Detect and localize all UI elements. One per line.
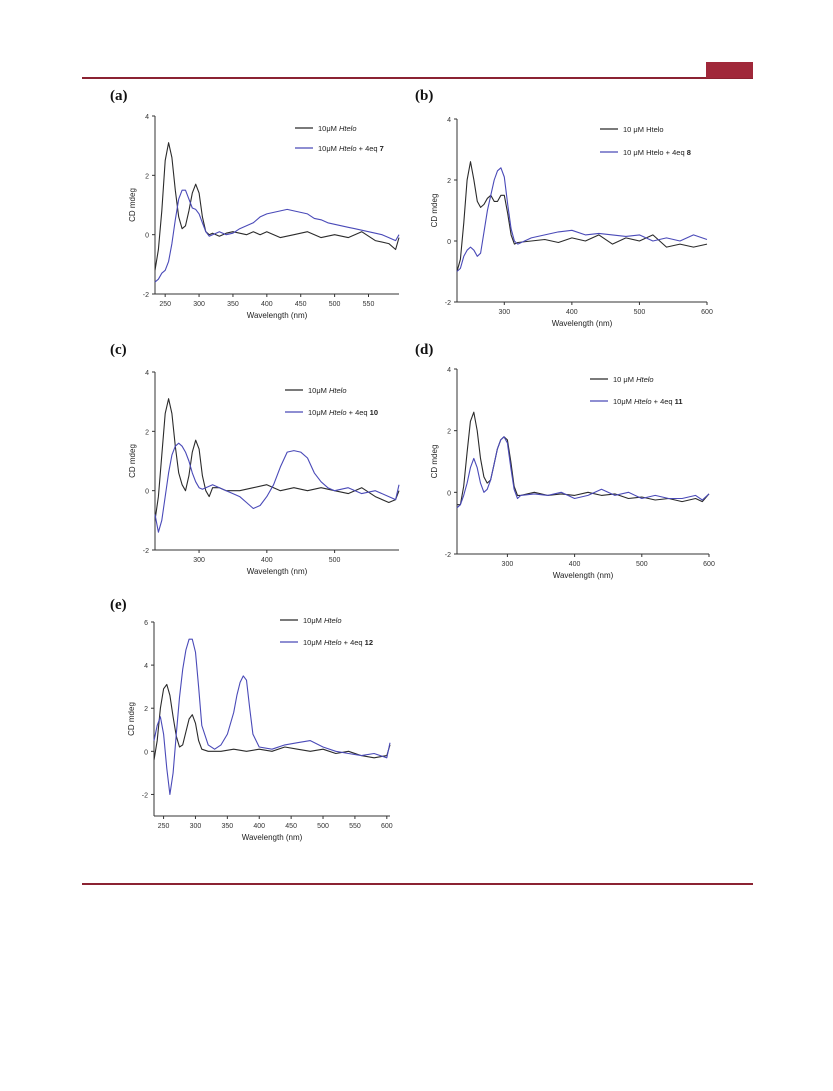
y-axis-label: CD mdeg <box>430 444 439 479</box>
series-line <box>457 168 707 272</box>
y-tick-label: 2 <box>145 173 149 181</box>
series-line <box>154 639 390 794</box>
panel-label: (a) <box>110 88 128 104</box>
panel-label: (e) <box>110 597 127 613</box>
y-tick-label: 2 <box>145 429 149 437</box>
panel-b <box>415 88 725 338</box>
footer-rule <box>82 883 753 885</box>
chart-e <box>110 597 410 842</box>
chart-a <box>110 88 410 328</box>
y-tick-label: 4 <box>447 117 451 124</box>
x-tick-label: 400 <box>566 309 578 316</box>
x-tick-label: 300 <box>193 301 205 308</box>
x-tick-label: 550 <box>362 301 375 308</box>
y-tick-label: -2 <box>444 552 451 559</box>
x-tick-label: 450 <box>294 301 307 308</box>
chart-b <box>415 88 725 338</box>
panel-e <box>110 597 410 842</box>
x-axis-label: Wavelength (nm) <box>552 571 614 580</box>
legend-entry: 10 μM Htelo + 4eq 8 <box>623 148 691 157</box>
panel-label: (d) <box>415 342 434 358</box>
y-tick-label: -2 <box>142 548 149 555</box>
legend-entry: 10 μM Htelo <box>623 125 664 134</box>
x-tick-label: 350 <box>221 823 234 830</box>
x-tick-label: 400 <box>260 557 273 564</box>
y-tick-label: 2 <box>447 428 451 436</box>
y-axis-label: CD mdeg <box>128 188 137 222</box>
y-tick-label: -2 <box>142 292 149 299</box>
panel-c <box>110 342 410 587</box>
y-tick-label: -2 <box>141 792 148 800</box>
legend-entry: 10μM Htelo <box>318 124 357 133</box>
x-tick-label: 350 <box>227 301 239 308</box>
x-tick-label: 500 <box>328 557 341 564</box>
y-tick-label: 4 <box>145 114 149 121</box>
panel-label: (c) <box>110 342 127 358</box>
y-tick-label: 0 <box>145 488 149 496</box>
legend-entry: 10μM Htelo <box>303 616 342 625</box>
x-tick-label: 300 <box>498 309 511 316</box>
header-rule <box>82 77 753 79</box>
legend-entry: 10μM Htelo + 4eq 11 <box>613 397 683 406</box>
y-tick-label: 0 <box>145 232 149 240</box>
legend-entry: 10 μM Htelo <box>613 375 654 384</box>
x-tick-label: 250 <box>159 301 172 308</box>
y-tick-label: 4 <box>447 367 451 374</box>
panel-a <box>110 88 410 328</box>
y-axis-label: CD mdeg <box>430 193 439 228</box>
y-tick-label: 6 <box>144 620 148 627</box>
x-tick-label: 400 <box>253 823 266 830</box>
y-axis-label: CD mdeg <box>128 444 137 478</box>
chart-c <box>110 342 410 587</box>
x-axis-label: Wavelength (nm) <box>246 567 308 576</box>
x-tick-label: 600 <box>701 309 713 316</box>
y-tick-label: 2 <box>447 178 451 185</box>
x-tick-label: 600 <box>703 561 715 568</box>
legend-entry: 10μM Htelo + 4eq 10 <box>308 408 379 417</box>
x-tick-label: 400 <box>568 561 581 568</box>
y-tick-label: 0 <box>447 239 451 246</box>
x-tick-label: 300 <box>501 561 514 568</box>
legend-entry: 10μM Htelo + 4eq 12 <box>303 638 374 647</box>
x-tick-label: 250 <box>157 823 170 830</box>
y-tick-label: 4 <box>144 663 148 671</box>
panel-label: (b) <box>415 88 434 104</box>
x-tick-label: 300 <box>189 823 202 830</box>
y-tick-label: -2 <box>444 300 451 307</box>
legend-entry: 10μM Htelo <box>308 386 347 395</box>
x-tick-label: 300 <box>193 557 205 564</box>
x-axis-label: Wavelength (nm) <box>241 833 303 842</box>
y-tick-label: 0 <box>447 490 451 498</box>
y-axis-label: CD mdeg <box>127 702 136 736</box>
y-tick-label: 4 <box>145 370 149 377</box>
x-tick-label: 500 <box>328 301 341 308</box>
x-tick-label: 400 <box>260 301 273 308</box>
x-tick-label: 550 <box>349 823 361 830</box>
y-tick-label: 2 <box>144 706 148 714</box>
chart-d <box>415 342 725 592</box>
x-tick-label: 450 <box>285 823 297 830</box>
x-tick-label: 500 <box>633 309 646 316</box>
y-tick-label: 0 <box>144 749 148 757</box>
x-tick-label: 500 <box>635 561 648 568</box>
panel-d <box>415 342 725 592</box>
x-tick-label: 600 <box>380 823 393 830</box>
legend-entry: 10μM Htelo + 4eq 7 <box>318 144 384 153</box>
series-line <box>457 437 709 508</box>
header-tab <box>706 62 753 78</box>
x-tick-label: 500 <box>317 823 329 830</box>
x-axis-label: Wavelength (nm) <box>246 311 308 320</box>
x-axis-label: Wavelength (nm) <box>551 319 613 328</box>
